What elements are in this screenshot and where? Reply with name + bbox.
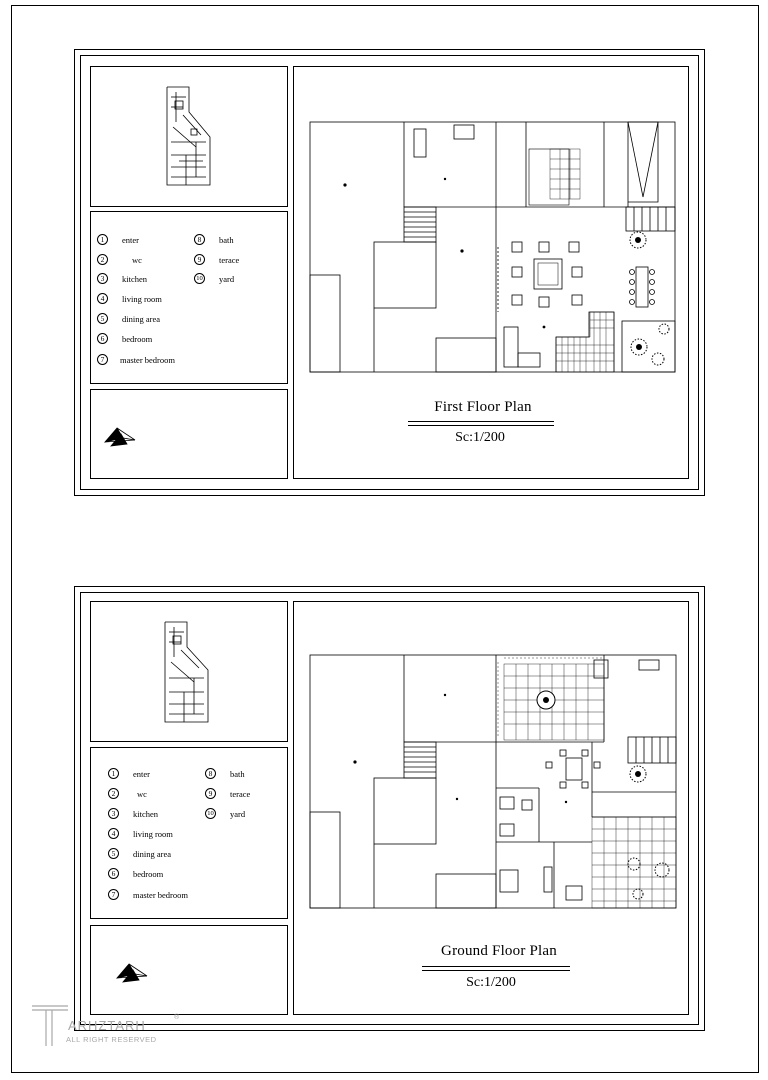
title-underline bbox=[422, 970, 570, 971]
legend-item: 6 bedroom bbox=[97, 333, 152, 344]
plan-scale: Sc:1/200 bbox=[466, 975, 516, 990]
legend-item: 4 living room bbox=[108, 828, 173, 839]
plan-box bbox=[293, 66, 689, 479]
plan-title: Ground Floor Plan bbox=[441, 943, 557, 959]
legend-item: 3 kitchen bbox=[97, 273, 147, 284]
title-underline bbox=[422, 966, 570, 967]
legend-item: 8 bath bbox=[205, 768, 245, 779]
watermark-brand: ARHZTARH bbox=[68, 1018, 146, 1033]
north-arrow-box bbox=[90, 389, 288, 479]
plan-scale: Sc:1/200 bbox=[455, 430, 505, 445]
watermark-icon bbox=[30, 1002, 70, 1050]
legend-item: 1 enter bbox=[97, 234, 139, 245]
legend-item: 3 kitchen bbox=[108, 808, 158, 819]
plan-title: First Floor Plan bbox=[434, 399, 532, 415]
legend-item: 7 master bedroom bbox=[97, 354, 175, 365]
legend-item: 2 wc bbox=[97, 254, 142, 265]
key-plan-drawing bbox=[91, 67, 289, 208]
legend-item: 8 bath bbox=[194, 234, 234, 245]
legend-item: 2 wc bbox=[108, 788, 147, 799]
key-plan-box bbox=[90, 66, 288, 207]
legend-item: 1 enter bbox=[108, 768, 150, 779]
legend-item: 9 terace bbox=[205, 788, 250, 799]
watermark-mark: ® bbox=[174, 1014, 180, 1021]
key-plan-box bbox=[90, 601, 288, 742]
legend-box bbox=[90, 747, 288, 919]
legend-item: 4 living room bbox=[97, 293, 162, 304]
legend-item: 10 yard bbox=[194, 273, 234, 284]
legend-box bbox=[90, 211, 288, 384]
title-underline bbox=[408, 425, 554, 426]
key-plan-drawing bbox=[91, 602, 289, 743]
legend-item: 6 bedroom bbox=[108, 868, 163, 879]
legend-item: 5 dining area bbox=[97, 313, 160, 324]
legend-item: 10 yard bbox=[205, 808, 245, 819]
title-underline bbox=[408, 421, 554, 422]
watermark-tagline: ALL RIGHT RESERVED bbox=[66, 1035, 157, 1044]
legend-item: 9 terace bbox=[194, 254, 239, 265]
watermark-logo bbox=[30, 1002, 190, 1052]
first-floor-plan-drawing bbox=[294, 67, 690, 480]
north-arrow-icon bbox=[91, 390, 289, 480]
legend-item: 5 dining area bbox=[108, 848, 171, 859]
legend-item: 7 master bedroom bbox=[108, 889, 188, 900]
